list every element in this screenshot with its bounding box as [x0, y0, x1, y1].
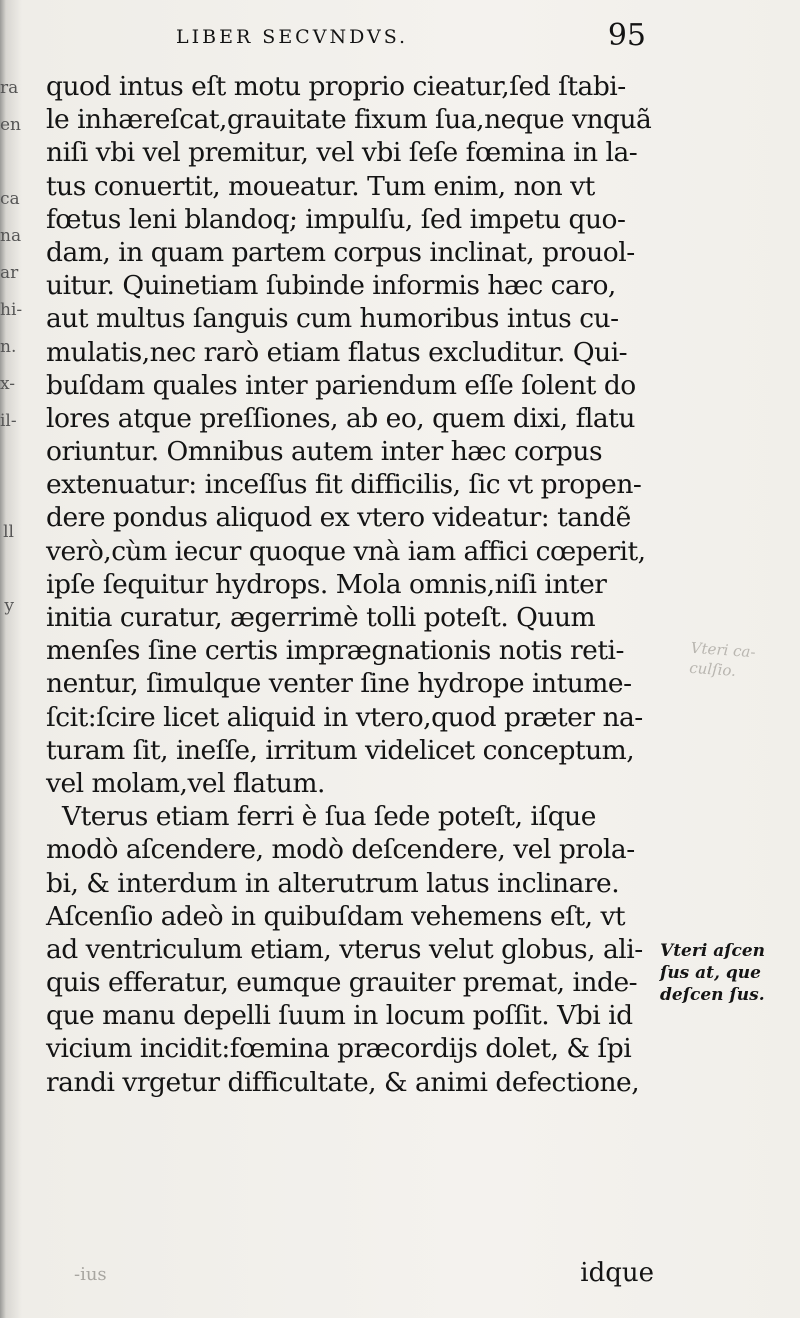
margin-note-line: Vteri aſcen [660, 941, 766, 961]
text-line: initia curatur, ægerrimè tolli poteſt. Quum [46, 602, 596, 633]
text-line: mulatis,nec rarò etiam flatus excluditur. Qui- [46, 336, 628, 368]
bleed-through-fragment: x- [0, 374, 16, 394]
bleed-through-fragment: ra [0, 78, 19, 98]
page-footer [46, 1258, 654, 1298]
text-line: fœtus leni blandoq; impulſu, ſed impetu quo- [46, 203, 626, 235]
bleed-through-fragment [0, 810, 14, 847]
bleed-through-fragment: hi- [0, 300, 23, 320]
bleed-through-margin [0, 70, 23, 847]
text-line: quod intus eſt motu proprio cieatur,ſed ſtabi- [46, 71, 626, 102]
bleed-through-note [689, 638, 757, 682]
text-line: quis efferatur, eumque grauiter premat, inde- [46, 967, 638, 999]
text-line: extenuatur: inceſſus fit difficilis, ſic vt propen- [46, 469, 642, 501]
text-line: niſi vbi vel premitur, vel vbi ſeſe fœmina in la- [46, 137, 638, 169]
running-title: LIBER SECVNDVS. [176, 26, 409, 48]
text-line: Aſcenſio adeò in quibuſdam vehemens eſt, vt [46, 900, 626, 932]
text-line: dam, in quam partem corpus inclinat, prouol- [46, 236, 635, 268]
bleed-through-fragment: ar [0, 263, 19, 283]
text-line: tus conuertit, moueatur. Tum enim, non vt [46, 170, 595, 202]
text-line: aut multus ſanguis cum humoribus intus cu- [46, 303, 619, 335]
text-line: menſes ſine certis imprægnationis notis reti- [46, 635, 624, 667]
text-line: nentur, ſimulque venter ſine hydrope intume- [46, 668, 632, 700]
text-line: dere pondus aliquod ex vtero videatur: tandẽ [46, 502, 631, 534]
bleed-through-fragment [0, 773, 14, 810]
text-line: modò aſcendere, modò deſcendere, vel prola- [46, 834, 635, 866]
text-line: ſcit:ſcire licet aliquid in vtero,quod præter na- [46, 701, 643, 733]
page-number: 95 [607, 18, 646, 53]
text-line: que manu depelli ſuum in locum poſſit. Vbi id [46, 1000, 633, 1032]
catchword: idque [580, 1258, 654, 1288]
margin-note-line: deſcen ſus. [660, 985, 765, 1005]
text-line: ad ventriculum etiam, vterus velut globus, ali- [46, 933, 643, 965]
footer-bleed-through: -ius [74, 1264, 107, 1285]
bleed-through-note-line: culſio. [688, 658, 737, 680]
text-line: turam ſit, ineſſe, irritum videlicet conceptum, [46, 734, 635, 766]
bleed-through-note-line: Vteri ca- [690, 638, 757, 662]
bleed-through-fragment [0, 477, 14, 514]
bleed-through-fragment [0, 551, 14, 588]
bleed-through-fragment [0, 440, 14, 477]
bleed-through-fragment: en [0, 115, 22, 135]
bleed-through-fragment [0, 625, 14, 662]
bleed-through-fragment: na [0, 226, 22, 246]
margin-note-line: ſus at, que [660, 963, 761, 983]
bleed-through-fragment [0, 699, 14, 736]
bleed-through-fragment: n. [0, 337, 17, 357]
text-line: le inhæreſcat,grauitate fixum ſua,neque vnquã [46, 104, 652, 136]
text-line: oriuntur. Omnibus autem inter hæc corpus [46, 436, 603, 468]
bleed-through-fragment [0, 144, 14, 181]
margin-note [660, 940, 796, 1006]
text-line: ipſe ſequitur hydrops. Mola omnis,niſi inter [46, 568, 607, 600]
bleed-through-fragment: y [4, 596, 14, 616]
text-line: Vterus etiam ferri è ſua ſede poteſt, iſque [62, 801, 596, 833]
text-line: lores atque preſſiones, ab eo, quem dixi, flatu [46, 402, 635, 434]
bleed-through-fragment: ll [3, 522, 14, 542]
text-line: buſdam quales inter pariendum eſſe ſolent do [46, 369, 636, 401]
bleed-through-fragment: il- [0, 411, 17, 431]
text-line: bi, & interdum in alterutrum latus inclinare. [46, 867, 620, 899]
bleed-through-fragment [0, 736, 14, 773]
text-line: randi vrgetur difficultate, & animi defectione, [46, 1066, 640, 1098]
text-line: vel molam,vel flatum. [46, 767, 325, 799]
text-line: vicium incidit:fœmina præcordijs dolet, & ſpi [46, 1033, 632, 1065]
main-text-block [46, 70, 654, 1099]
text-line: uitur. Quinetiam ſubinde informis hæc caro, [46, 270, 616, 302]
bleed-through-fragment: ca [0, 189, 20, 209]
text-line: verò,cùm iecur quoque vnà iam affici cœperit, [46, 535, 646, 567]
bleed-through-fragment [0, 662, 14, 699]
page-header [176, 18, 646, 58]
